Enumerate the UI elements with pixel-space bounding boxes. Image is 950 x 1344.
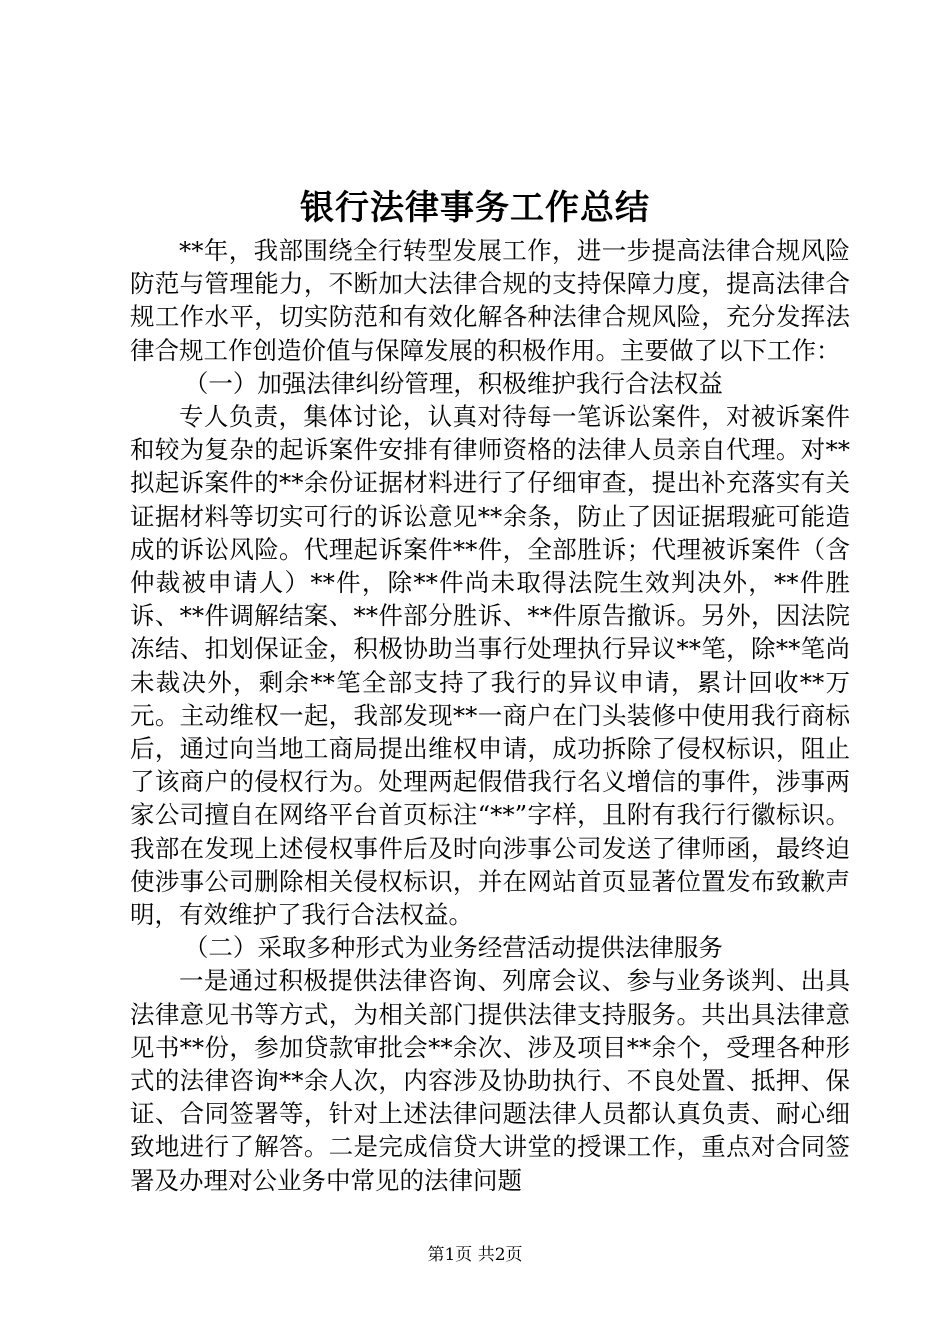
document-body — [130, 234, 850, 1197]
section-heading-2: （二）采取多种形式为业务经营活动提供法律服务 — [183, 933, 723, 963]
intro-paragraph: **年，我部围绕全行转型发展工作，进一步提高法律合规风险防范与管理能力，不断加大法律合规的支持保障力度，提高法律合规工作水平，切实防范和有效化解各种法律合规风险，充分发挥法律合规工作创造价值与保障发展的积极作用。主要做了以下工作： — [130, 236, 850, 365]
page-footer: 第1页 共2页 — [427, 1245, 523, 1265]
section-2-paragraph: 一是通过积极提供法律咨询、列席会议、参与业务谈判、出具法律意见书等方式，为相关部门提供法律支持服务。共出具法律意见书**份，参加贷款审批会**余次、涉及项目**余个，受理各种形式的法律咨询**余人次，内容涉及协助执行、不良处置、抵押、保证、合同签署等，针对上述法律问题法律人员都认真负责、耐心细致地进行了解答。二是完成信贷大讲堂的授课工作，重点对合同签署及办理对公业务中常见的法律问题 — [130, 966, 850, 1195]
document-title: 银行法律事务工作总结 — [300, 188, 650, 228]
section-heading-1: （一）加强法律纠纷管理，积极维护我行合法权益 — [183, 368, 723, 398]
section-1-paragraph: 专人负责，集体讨论，认真对待每一笔诉讼案件，对被诉案件和较为复杂的起诉案件安排有律师资格的法律人员亲自代理。对**拟起诉案件的**余份证据材料进行了仔细审查，提出补充落实有关证据材料等切实可行的诉讼意见**余条，防止了因证据瑕疵可能造成的诉讼风险。代理起诉案件**件，全部胜诉；代理被诉案件（含仲裁被申请人）**件，除**件尚未取得法院生效判决外，**件胜诉、**件调解结案、**件部分胜诉、**件原告撤诉。另外，因法院冻结、扣划保证金，积极协助当事行处理执行异议**笔，除**笔尚未裁决外，剩余**笔全部支持了我行的异议申请，累计回收**万元。主动维权一起，我部发现**一商户在门头装修中使用我行商标后，通过向当地工商局提出维权申请，成功拆除了侵权标识，阻止了该商户的侵权行为。处理两起假借我行名义增信的事件，涉事两家公司擅自在网络平台首页标注“**”字样，且附有我行行徽标识。我部在发现上述侵权事件后及时向涉事公司发送了律师函，最终迫使涉事公司删除相关侵权标识，并在网站首页显著位置发布致歉声明，有效维护了我行合法权益。 — [130, 402, 850, 930]
